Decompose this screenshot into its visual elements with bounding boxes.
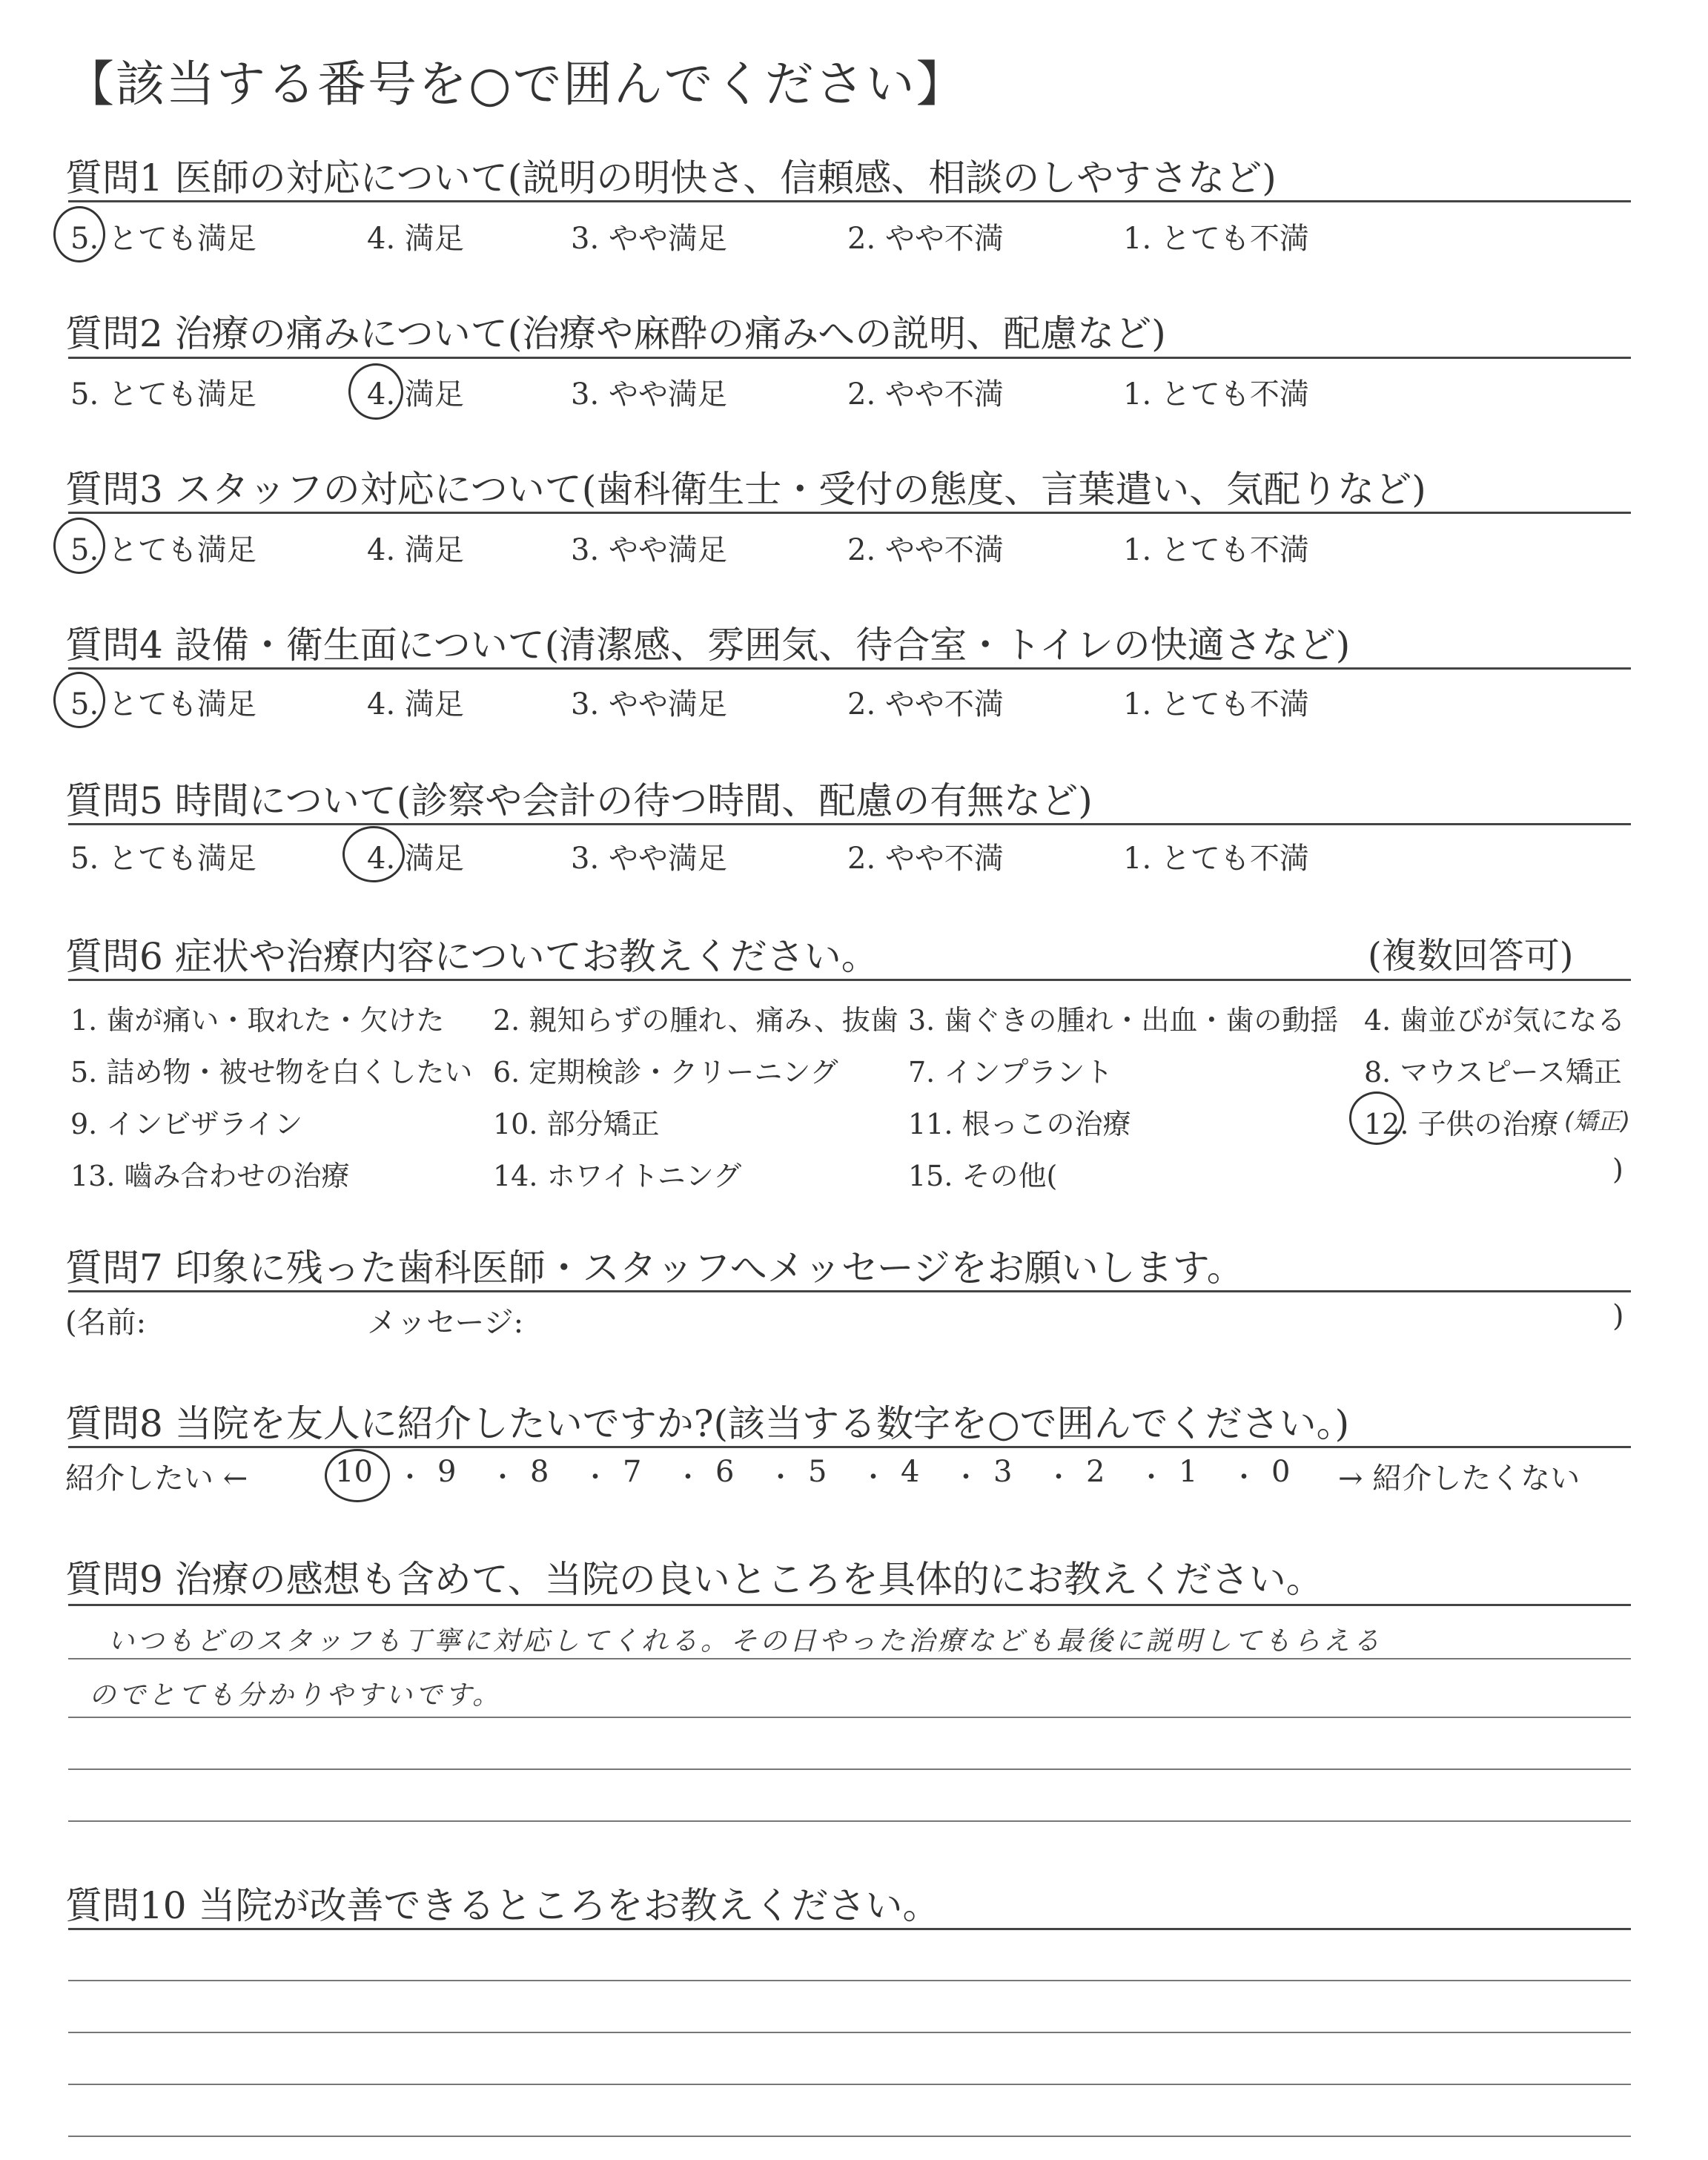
q6-option-11[interactable]: 11. 根っこの治療 — [908, 1108, 1131, 1140]
q1-option-3[interactable]: 3. やや満足 — [571, 222, 727, 256]
scale-separator: ・ — [675, 1462, 702, 1493]
selection-circle — [53, 206, 105, 262]
message-close-paren: ) — [1612, 1299, 1624, 1333]
answer-line — [68, 2136, 1631, 2137]
scale-separator: ・ — [860, 1462, 887, 1493]
q1-option-4[interactable]: 4. 満足 — [367, 222, 464, 256]
q4-option-3[interactable]: 3. やや満足 — [571, 687, 727, 721]
q6-option-15[interactable]: 15. その他( — [908, 1160, 1058, 1192]
scale-7[interactable]: 7 — [623, 1455, 642, 1489]
scale-5[interactable]: 5 — [808, 1455, 827, 1489]
selection-circle — [342, 826, 405, 882]
q5-option-4[interactable]: 4. 満足 — [367, 842, 464, 876]
selection-circle — [325, 1449, 390, 1502]
rule — [68, 357, 1631, 359]
scale-separator: ・ — [397, 1462, 424, 1493]
q6-option-6[interactable]: 6. 定期検診・クリーニング — [493, 1056, 838, 1089]
q6-option-8[interactable]: 8. マウスピース矯正 — [1364, 1056, 1622, 1089]
rule — [68, 1928, 1631, 1930]
question-5-label: 質問5 時間について(診察や会計の待つ時間、配慮の有無など) — [65, 779, 1093, 822]
question-2-label: 質問2 治療の痛みについて(治療や麻酔の痛みへの説明、配慮など) — [65, 312, 1166, 355]
scale-3[interactable]: 3 — [993, 1455, 1013, 1489]
q3-option-2[interactable]: 2. やや不満 — [847, 533, 1004, 567]
q5-option-2[interactable]: 2. やや不満 — [847, 842, 1004, 876]
q6-option-2[interactable]: 2. 親知らずの腫れ、痛み、抜歯 — [493, 1004, 898, 1037]
answer-line — [68, 1768, 1631, 1770]
answer-line — [68, 2032, 1631, 2033]
question-10-label: 質問10 当院が改善できるところをお教えください。 — [65, 1884, 940, 1927]
scale-separator: ・ — [582, 1462, 609, 1493]
q5-option-1[interactable]: 1. とても不満 — [1123, 842, 1309, 876]
scale-9[interactable]: 9 — [437, 1455, 457, 1489]
question-7-label: 質問7 印象に残った歯科医師・スタッフへメッセージをお願いします。 — [65, 1246, 1244, 1289]
form-title: 【該当する番号を○で囲んでください】 — [65, 56, 967, 113]
answer-line — [68, 1658, 1631, 1659]
rule — [68, 667, 1631, 670]
recommend-left-label: 紹介したい ← — [65, 1462, 248, 1496]
selection-circle — [53, 518, 105, 574]
rule — [68, 979, 1631, 981]
q2-option-4[interactable]: 4. 満足 — [367, 377, 464, 412]
scale-2[interactable]: 2 — [1086, 1455, 1105, 1489]
q6-option-4[interactable]: 4. 歯並びが気になる — [1364, 1004, 1626, 1037]
q6-option-13[interactable]: 13. 嚙み合わせの治療 — [70, 1160, 350, 1192]
question-3-label: 質問3 スタッフの対応について(歯科衛生士・受付の態度、言葉遣い、気配りなど) — [65, 468, 1426, 511]
scale-0[interactable]: 0 — [1271, 1455, 1291, 1489]
q4-option-2[interactable]: 2. やや不満 — [847, 687, 1004, 721]
q6-option-7[interactable]: 7. インプラント — [908, 1056, 1113, 1089]
q6-option-3[interactable]: 3. 歯ぐきの腫れ・出血・歯の動揺 — [908, 1004, 1339, 1037]
q6-option-9[interactable]: 9. インビザライン — [70, 1108, 303, 1140]
q6-option-10[interactable]: 10. 部分矯正 — [493, 1108, 660, 1140]
scale-separator: ・ — [1138, 1462, 1165, 1493]
rule — [68, 1446, 1631, 1448]
rule — [68, 823, 1631, 825]
q5-option-5[interactable]: 5. とても満足 — [70, 842, 256, 876]
multiple-answers-note: (複数回答可) — [1368, 935, 1574, 977]
recommend-right-label: → 紹介したくない — [1338, 1462, 1580, 1496]
question-6-label: 質問6 症状や治療内容についてお教えください。 — [65, 935, 878, 978]
q6-option-5[interactable]: 5. 詰め物・被せ物を白くしたい — [70, 1056, 473, 1089]
q3-option-1[interactable]: 1. とても不満 — [1123, 533, 1309, 567]
answer-line — [68, 1717, 1631, 1718]
rule — [68, 200, 1631, 202]
answer-line — [68, 1980, 1631, 1981]
question-4-label: 質問4 設備・衛生面について(清潔感、雰囲気、待合室・トイレの快適さなど) — [65, 624, 1351, 667]
selection-circle — [348, 363, 403, 420]
q9-answer-line-2: のでとても分かりやすいです。 — [89, 1680, 503, 1711]
q4-option-5[interactable]: 5. とても満足 — [70, 687, 256, 721]
question-8-label: 質問8 当院を友人に紹介したいですか?(該当する数字を○で囲んでください。) — [65, 1402, 1350, 1445]
message-label: メッセージ: — [367, 1306, 524, 1340]
q1-option-1[interactable]: 1. とても不満 — [1123, 222, 1309, 256]
q3-option-5[interactable]: 5. とても満足 — [70, 533, 256, 567]
q2-option-2[interactable]: 2. やや不満 — [847, 377, 1004, 412]
scale-separator: ・ — [767, 1462, 795, 1493]
rule — [68, 512, 1631, 514]
name-label: (名前: — [65, 1306, 147, 1340]
q1-option-5[interactable]: 5. とても満足 — [70, 222, 256, 256]
question-9-label: 質問9 治療の感想も含めて、当院の良いところを具体的にお教えください。 — [65, 1558, 1323, 1601]
q6-option-1[interactable]: 1. 歯が痛い・取れた・欠けた — [70, 1004, 445, 1037]
scale-4[interactable]: 4 — [901, 1455, 920, 1489]
q9-answer-line-1: いつもどのスタッフも丁寧に対応してくれる。その日やった治療なども最後に説明してもらえる — [107, 1626, 1383, 1657]
scale-8[interactable]: 8 — [530, 1455, 549, 1489]
answer-line — [68, 2084, 1631, 2085]
q2-option-3[interactable]: 3. やや満足 — [571, 377, 727, 412]
q6-option-12[interactable]: 12. 子供の治療 — [1364, 1108, 1559, 1140]
q6-option-12-note: (矯正) — [1564, 1107, 1630, 1135]
scale-separator: ・ — [1045, 1462, 1073, 1493]
q5-option-3[interactable]: 3. やや満足 — [571, 842, 727, 876]
selection-circle — [53, 672, 105, 728]
q2-option-1[interactable]: 1. とても不満 — [1123, 377, 1309, 412]
scale-6[interactable]: 6 — [715, 1455, 735, 1489]
scale-separator: ・ — [489, 1462, 517, 1493]
rule — [68, 1604, 1631, 1606]
rule — [68, 1290, 1631, 1292]
scale-1[interactable]: 1 — [1179, 1455, 1198, 1489]
scale-10[interactable]: 10 — [335, 1455, 373, 1489]
q2-option-5[interactable]: 5. とても満足 — [70, 377, 256, 412]
q1-option-2[interactable]: 2. やや不満 — [847, 222, 1004, 256]
q3-option-4[interactable]: 4. 満足 — [367, 533, 464, 567]
q6-other-close-paren: ) — [1612, 1153, 1623, 1186]
q4-option-1[interactable]: 1. とても不満 — [1123, 687, 1309, 721]
q4-option-4[interactable]: 4. 満足 — [367, 687, 464, 721]
question-1-label: 質問1 医師の対応について(説明の明快さ、信頼感、相談のしやすさなど) — [65, 156, 1277, 199]
answer-line — [68, 1820, 1631, 1822]
q6-option-14[interactable]: 14. ホワイトニング — [493, 1160, 742, 1192]
selection-circle — [1349, 1091, 1404, 1145]
q3-option-3[interactable]: 3. やや満足 — [571, 533, 727, 567]
scale-separator: ・ — [1231, 1462, 1258, 1493]
scale-separator: ・ — [953, 1462, 980, 1493]
